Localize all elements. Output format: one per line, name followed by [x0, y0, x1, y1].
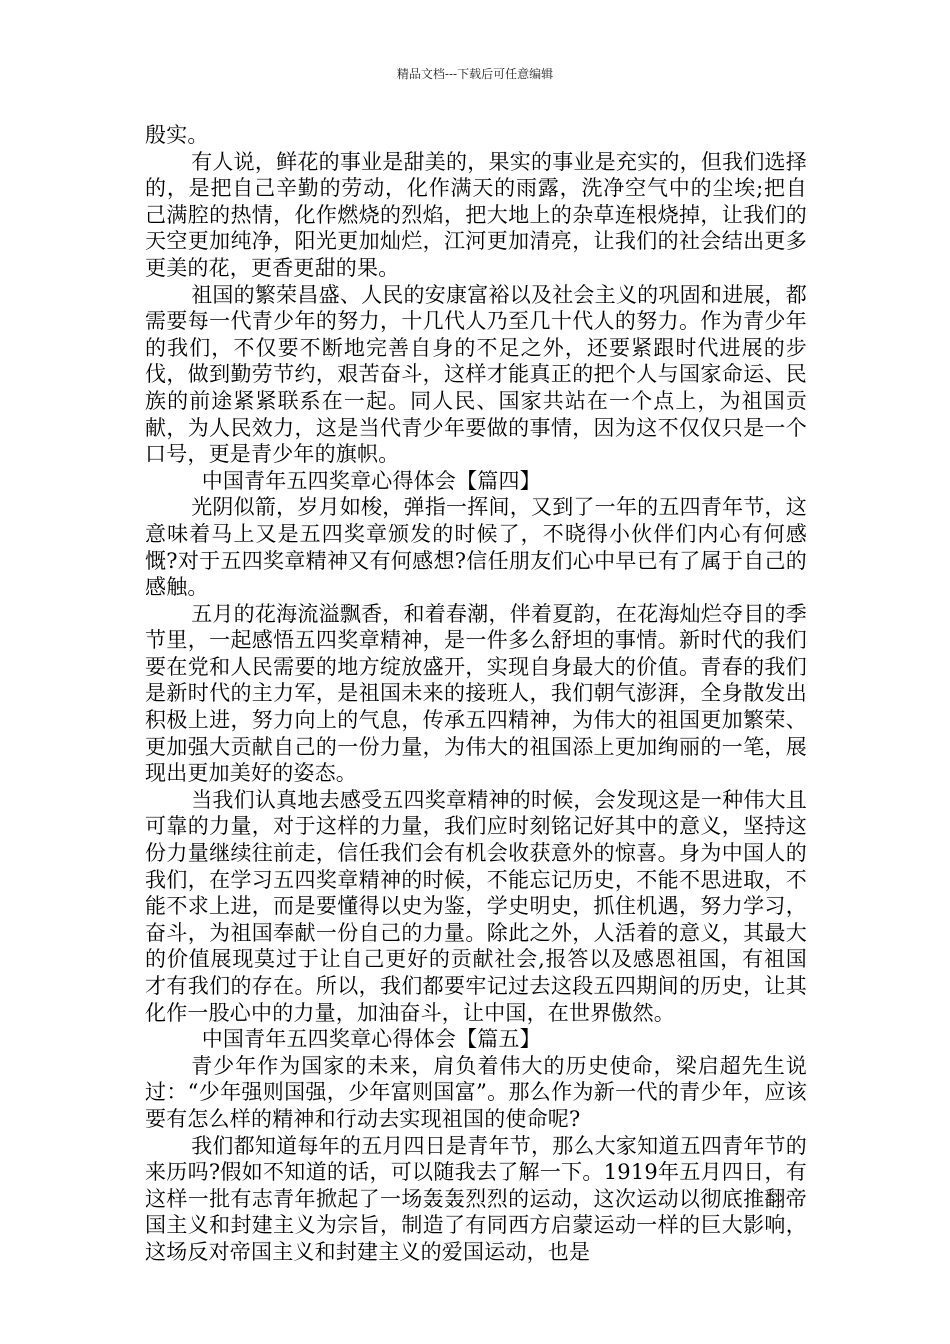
paragraph: 有人说，鲜花的事业是甜美的，果实的事业是充实的，但我们选择的，是把自己辛勤的劳动，化作满天的雨露，洗净空气中的尘埃;把自己满腔的热情，化作燃烧的烈焰，把大地上的杂草连根烧掉，让我们的天空更加纯净，阳光更加灿烂，江河更加清亮，让我们的社会结出更多更美的花，更香更甜的果。 — [145, 149, 807, 280]
paragraph: 光阴似箭，岁月如梭，弹指一挥间，又到了一年的五四青年节，这意味着马上又是五四奖章颁发的时候了，不晓得小伙伴们内心有何感慨?对于五四奖章精神又有何感想?信任朋友们心中早已有了属于自己的感触。 — [145, 495, 807, 600]
paragraph: 当我们认真地去感受五四奖章精神的时候，会发现这是一种伟大且可靠的力量，对于这样的力量，我们应时刻铭记好其中的意义，坚持这份力量继续往前走，信任我们会有机会收获意外的惊喜。身为中国人的我们，在学习五四奖章精神的时候，不能忘记历史，不能不思进取，不能不求上进，而是要懂得以史为鉴，学史明史，抓住机遇，努力学习，奋斗，为祖国奉献一份自己的力量。除此之外，人活着的意义，其最大的价值展现莫过于让自己更好的贡献社会,报答以及感恩祖国，有祖国才有我们的存在。所以，我们都要牢记过去这段五四期间的历史，让其化作一股心中的力量，加油奋斗，让中国，在世界傲然。 — [145, 787, 807, 1025]
paragraph: 我们都知道每年的五月四日是青年节，那么大家知道五四青年节的来历吗?假如不知道的话，可以随我去了解一下。1919年五月四日，有这样一批有志青年掀起了一场轰轰烈烈的运动，这次运动以彻底推翻帝国主义和封建主义为宗旨，制造了有同西方启蒙运动一样的巨大影响，这场反对帝国主义和封建主义的爱国运动，也是 — [145, 1133, 807, 1264]
section-heading: 中国青年五四奖章心得体会【篇五】 — [201, 1027, 541, 1052]
paragraph: 祖国的繁荣昌盛、人民的安康富裕以及社会主义的巩固和进展，都需要每一代青少年的努力，十几代人乃至几十代人的努力。作为青少年的我们，不仅要不断地完善自身的不足之外，还要紧跟时代进展的步伐，做到勤劳节约，艰苦奋斗，这样才能真正的把个人与国家命运、民族的前途紧紧联系在一起。同人民、国家共站在一个点上，为祖国贡献，为人民效力，这是当代青少年要做的事情，因为这不仅仅只是一个口号，更是青少年的旗帜。 — [145, 282, 807, 467]
document-body — [145, 122, 807, 1266]
section-heading: 中国青年五四奖章心得体会【篇四】 — [201, 468, 541, 493]
paragraph: 青少年作为国家的未来，肩负着伟大的历史使命，梁启超先生说过：“少年强则国强，少年富则国富”。那么作为新一代的青少年，应该要有怎么样的精神和行动去实现祖国的使命呢? — [145, 1053, 807, 1131]
paragraph: 殷实。 — [145, 123, 209, 147]
paragraph: 五月的花海流溢飘香，和着春潮，伴着夏韵，在花海灿烂夺目的季节里，一起感悟五四奖章精神，是一件多么舒坦的事情。新时代的我们要在党和人民需要的地方绽放盛开，实现自身最大的价值。青春的我们是新时代的主力军，是祖国未来的接班人，我们朝气澎湃，全身散发出积极上进，努力向上的气息，传承五四精神，为伟大的祖国更加繁荣、更加强大贡献自己的一份力量，为伟大的祖国添上更加绚丽的一笔，展现出更加美好的姿态。 — [145, 601, 807, 786]
page-header: 精品文档---下载后可任意编辑 — [396, 67, 554, 81]
